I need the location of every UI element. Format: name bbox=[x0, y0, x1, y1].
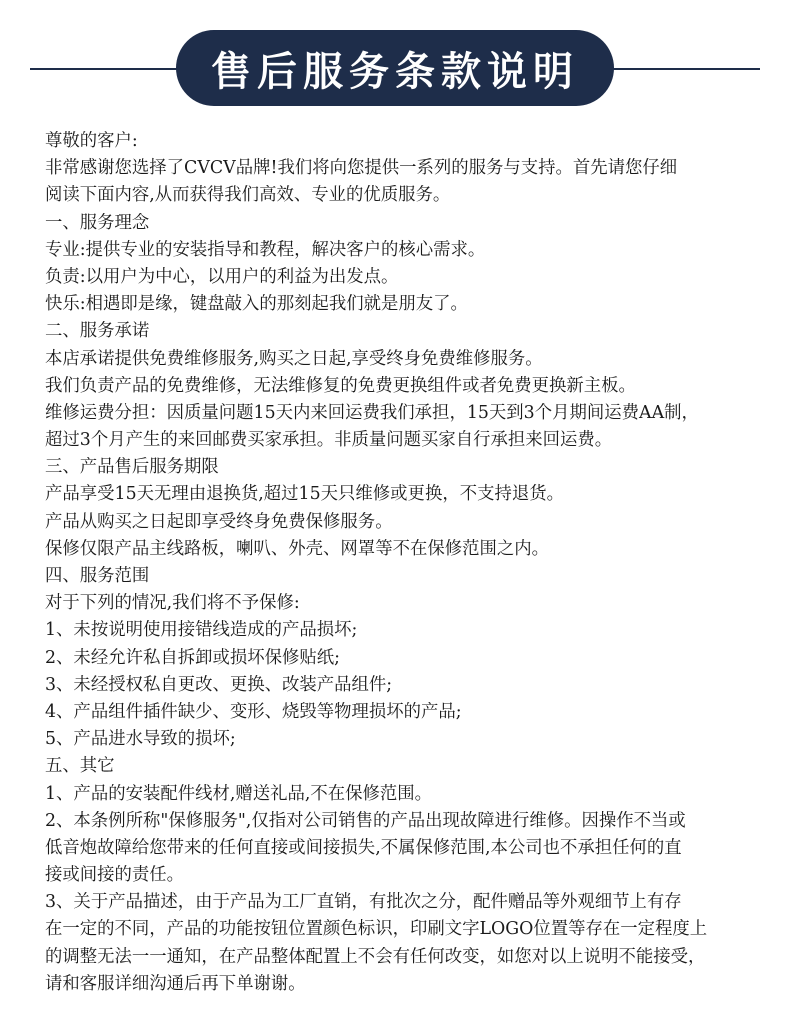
section-heading: 四、服务范围 bbox=[45, 566, 150, 586]
intro-line: 非常感谢您选择了CVCV品牌!我们将向您提供一系列的服务与支持。首先请您仔细 bbox=[45, 158, 678, 179]
body-line: 负责:以用户为中心，以用户的利益为出发点。 bbox=[45, 266, 399, 287]
section-heading: 二、服务承诺 bbox=[45, 321, 150, 342]
list-item: 1、未按说明使用接错线造成的产品损坏; bbox=[45, 620, 358, 641]
body-line: 接或间接的责任。 bbox=[45, 865, 185, 886]
list-item: 5、产品进水导致的损坏; bbox=[45, 729, 236, 750]
list-item: 2、本条例所称"保修服务",仅指对公司销售的产品出现故障进行维修。因操作不当或 bbox=[45, 810, 686, 831]
list-item: 2、未经允许私自拆卸或损坏保修贴纸; bbox=[45, 647, 340, 668]
title-banner bbox=[176, 30, 614, 106]
body-line: 维修运费分担：因质量问题15天内来回运费我们承担，15天到3个月期间运费AA制， bbox=[45, 402, 699, 423]
list-item: 3、关于产品描述，由于产品为工厂直销，有批次之分，配件赠品等外观细节上有存 bbox=[45, 892, 682, 913]
body-line: 产品从购买之日起即享受终身免费保修服务。 bbox=[45, 511, 393, 532]
body-line: 低音炮故障给您带来的任何直接或间接损失,不属保修范围,本公司也不承担任何的直 bbox=[45, 837, 682, 858]
greeting: 尊敬的客户: bbox=[45, 131, 138, 151]
body-line: 对于下列的情况,我们将不予保修: bbox=[45, 593, 300, 614]
section-heading: 一、服务理念 bbox=[45, 212, 150, 233]
body-line: 本店承诺提供免费维修服务,购买之日起,享受终身免费维修服务。 bbox=[45, 348, 543, 369]
body-line: 我们负责产品的免费维修，无法维修复的免费更换组件或者免费更换新主板。 bbox=[45, 375, 636, 396]
list-item: 4、产品组件插件缺少、变形、烧毁等物理损坏的产品; bbox=[45, 701, 462, 722]
section-heading: 三、产品售后服务期限 bbox=[45, 457, 219, 478]
body-line: 专业:提供专业的安装指导和教程，解决客户的核心需求。 bbox=[45, 239, 486, 260]
header bbox=[0, 0, 790, 120]
body-line: 保修仅限产品主线路板，喇叭、外壳、网罩等不在保修范围之内。 bbox=[45, 538, 549, 559]
body-line: 在一定的不同，产品的功能按钮位置颜色标识，印刷文字LOGO位置等存在一定程度上 bbox=[45, 919, 708, 940]
page-title: 售后服务条款说明 bbox=[211, 48, 579, 95]
body-line: 快乐:相遇即是缘，键盘敲入的那刻起我们就是朋友了。 bbox=[45, 294, 468, 315]
list-item: 3、未经授权私自更改、更换、改装产品组件; bbox=[45, 674, 393, 695]
body-line: 产品享受15天无理由退换货,超过15天只维修或更换，不支持退货。 bbox=[45, 484, 564, 505]
body-line: 超过3个月产生的来回邮费买家承担。非质量问题买家自行承担来回运费。 bbox=[45, 430, 613, 451]
list-item: 1、产品的安装配件线材,赠送礼品,不在保修范围。 bbox=[45, 783, 433, 804]
body-line: 请和客服详细沟通后再下单谢谢。 bbox=[45, 973, 306, 994]
header-divider-left bbox=[30, 68, 190, 70]
intro-line: 阅读下面内容,从而获得我们高效、专业的优质服务。 bbox=[45, 185, 451, 206]
section-heading: 五、其它 bbox=[45, 756, 115, 777]
terms-body bbox=[45, 128, 765, 998]
body-line: 的调整无法一一通知，在产品整体配置上不会有任何改变，如您对以上说明不能接受， bbox=[45, 946, 706, 967]
header-divider-right bbox=[600, 68, 760, 70]
